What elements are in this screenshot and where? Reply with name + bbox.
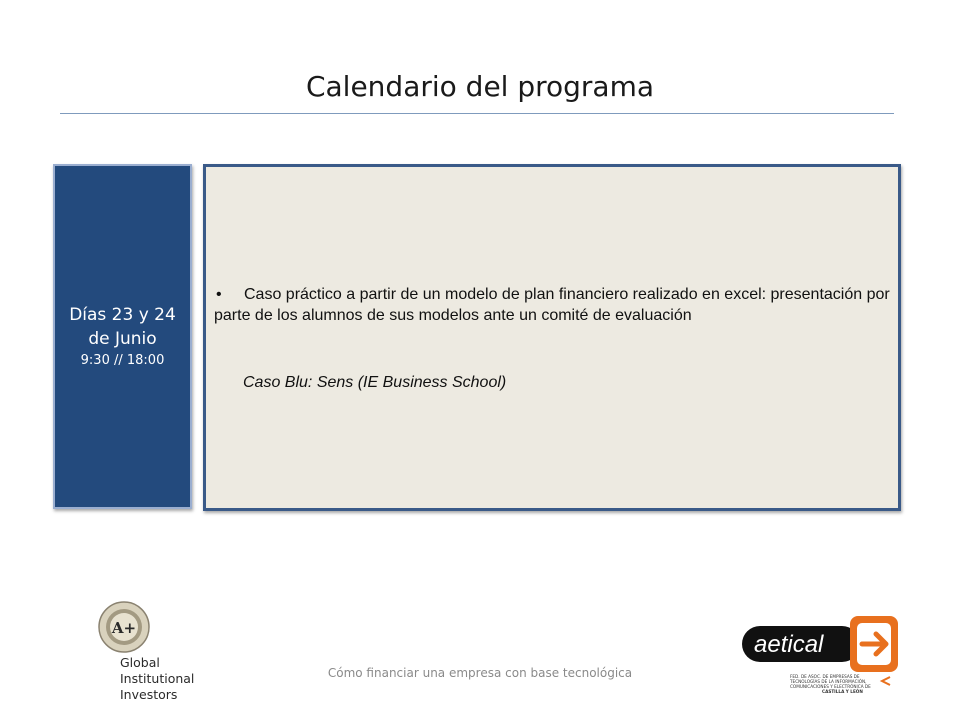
- aetical-name: aetical: [754, 631, 824, 658]
- case-study-text: Caso Blu: Sens (IE Business School): [243, 374, 507, 391]
- activity-bullet: [214, 284, 894, 326]
- activity-text: Caso práctico a partir de un modelo de plan financiero realizado en excel: presentación por parte de los alumnos de sus modelos ante un comité de evaluación: [214, 286, 890, 324]
- title-divider: [60, 113, 894, 114]
- footer-text: Cómo financiar una empresa con base tecnológica: [327, 666, 633, 680]
- page-title: Calendario del programa: [305, 70, 655, 103]
- aetical-sub-4: CASTILLA Y LEÓN: [822, 689, 863, 694]
- aetical-sub-1: FED. DE ASOC. DE EMPRESAS DE: [790, 674, 860, 679]
- schedule-time: 9:30 // 18:00: [80, 352, 165, 368]
- aetical-logo: [740, 612, 905, 712]
- schedule-date-line2: de Junio: [88, 328, 157, 349]
- schedule-content-box: [203, 164, 901, 511]
- gii-badge-text: A+: [111, 619, 137, 637]
- aetical-sub-3: COMUNICACIONES Y ELECTRÓNICA DE: [790, 684, 871, 689]
- gii-logo-text: [120, 655, 194, 703]
- gii-line-3: Investors: [120, 687, 178, 702]
- gii-line-2: Institutional: [120, 671, 195, 686]
- gii-line-1: Global: [120, 655, 160, 670]
- bullet-icon: •: [216, 286, 222, 303]
- schedule-date-box: [53, 164, 192, 509]
- schedule-date-line1: Días 23 y 24: [69, 304, 176, 325]
- aetical-sub-2: TECNOLOGÍAS DE LA INFORMACIÓN,: [790, 679, 867, 684]
